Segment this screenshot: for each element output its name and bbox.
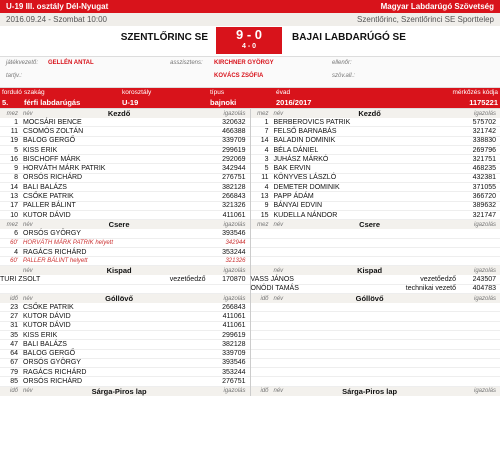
- lineups: [0, 109, 500, 396]
- player-row[interactable]: [251, 118, 500, 127]
- col-header-number: idő: [260, 388, 269, 395]
- col-header-name: név: [273, 295, 284, 302]
- player-number: 13: [10, 193, 18, 201]
- federation-delegate-label: szöv.all.:: [332, 73, 355, 79]
- player-license: 382128: [222, 340, 246, 348]
- player-row[interactable]: [0, 137, 250, 146]
- player-row[interactable]: [0, 312, 250, 321]
- player-name: PALLER BÁLINT: [23, 202, 76, 210]
- player-row[interactable]: [0, 202, 250, 211]
- player-license: 389632: [472, 202, 496, 210]
- player-number: 9: [14, 165, 18, 173]
- section-header: [251, 294, 500, 303]
- col-header-license: igazolás: [223, 110, 246, 117]
- col-header-name: név: [273, 221, 284, 228]
- empty-row: [251, 239, 500, 248]
- col-header-number: mez: [6, 110, 18, 117]
- teams-row: [0, 26, 500, 57]
- player-license: 432381: [472, 174, 496, 182]
- player-license: 292069: [222, 155, 246, 163]
- competition-name: U-19 III. osztály Dél-Nyugat: [6, 2, 109, 11]
- player-number: 11: [261, 174, 269, 182]
- player-row[interactable]: [0, 368, 250, 377]
- section-title: Kispad: [357, 266, 383, 276]
- sub-replaced: HORVÁTH MÁRK PATRIK helyett: [23, 239, 114, 246]
- player-number: 47: [10, 340, 18, 348]
- empty-row: [251, 359, 500, 368]
- player-row[interactable]: [0, 211, 250, 220]
- empty-row: [251, 312, 500, 321]
- player-license: 299619: [222, 146, 246, 154]
- player-name: KISS ERIK: [23, 331, 58, 339]
- player-name: BALOG GERGŐ: [23, 137, 76, 145]
- col-header-license: igazolás: [473, 267, 496, 274]
- final-score: 9 - 0: [235, 27, 262, 42]
- player-number: 10: [10, 211, 18, 219]
- player-row[interactable]: [251, 174, 500, 183]
- player-row[interactable]: [251, 137, 500, 146]
- col-header-name: név: [273, 388, 284, 395]
- col-header-number: mez: [257, 221, 269, 228]
- player-row[interactable]: [251, 146, 500, 155]
- section-header: [251, 109, 500, 118]
- federation-name: Magyar Labdarúgó Szövetség: [380, 2, 494, 11]
- col-header-name: név: [273, 267, 284, 274]
- player-license: 411061: [222, 312, 246, 320]
- substitution-note: [0, 257, 250, 266]
- player-name: CSŐKE PATRIK: [23, 303, 74, 311]
- bench-row: [251, 275, 500, 284]
- section-header: [251, 387, 500, 396]
- empty-row: [251, 229, 500, 238]
- player-number: 6: [14, 229, 18, 237]
- field-header: szakág: [22, 88, 120, 98]
- col-header-license: igazolás: [223, 221, 246, 228]
- player-number: 27: [10, 312, 18, 320]
- player-name: CSOMÓS ZOLTÁN: [23, 127, 84, 135]
- home-column: [0, 109, 251, 396]
- referee-label: játékvezető:: [6, 60, 39, 66]
- player-row[interactable]: [251, 211, 500, 220]
- away-column: [251, 109, 500, 396]
- bench-row: [251, 285, 500, 294]
- player-name: HORVÁTH MÁRK PATRIK: [23, 165, 106, 173]
- player-row[interactable]: [251, 155, 500, 164]
- player-name: ORSÓS GYÖRGY: [23, 359, 81, 367]
- player-license: 338830: [472, 137, 496, 145]
- player-row[interactable]: [0, 377, 250, 386]
- col-header-license: igazolás: [473, 110, 496, 117]
- score-box: [216, 27, 282, 54]
- checker-label: ellenőr:: [332, 60, 352, 66]
- player-row[interactable]: [0, 183, 250, 192]
- bench-role: vezetőedző: [420, 276, 456, 284]
- player-name: FELSŐ BARNABÁS: [273, 127, 337, 135]
- section-header: [0, 294, 250, 303]
- empty-row: [251, 248, 500, 257]
- player-number: 23: [10, 303, 18, 311]
- sub-minute: 60': [10, 239, 18, 246]
- empty-row: [251, 340, 500, 349]
- col-header-number: mez: [257, 110, 269, 117]
- player-row[interactable]: [0, 192, 250, 201]
- player-row[interactable]: [251, 127, 500, 136]
- player-name: BALADIN DOMINIK: [273, 137, 336, 145]
- player-license: 321326: [222, 202, 246, 210]
- section-title: Csere: [108, 220, 130, 230]
- player-license: 411061: [222, 322, 246, 330]
- player-license: 269796: [472, 146, 496, 154]
- player-license: 276751: [222, 378, 246, 386]
- player-row[interactable]: [251, 202, 500, 211]
- player-number: 8: [14, 174, 18, 182]
- empty-row: [251, 368, 500, 377]
- referee-name: GELLÉN ANTAL: [48, 60, 94, 66]
- type-header: típus: [208, 88, 274, 98]
- player-row[interactable]: [0, 229, 250, 238]
- player-license: 393546: [222, 229, 246, 237]
- player-number: 11: [10, 127, 18, 135]
- player-name: KÖNYVES LÁSZLÓ: [273, 174, 337, 182]
- bench-license: 170870: [222, 276, 246, 284]
- player-row[interactable]: [0, 146, 250, 155]
- col-header-name: név: [23, 221, 33, 228]
- match-venue: Szentlőrinc, Szentlőrinci SE Sporttelep: [357, 15, 494, 24]
- player-row[interactable]: [251, 183, 500, 192]
- player-name: BAK ERVIN: [273, 165, 311, 173]
- player-row[interactable]: [0, 331, 250, 340]
- col-header-name: név: [273, 110, 284, 117]
- code-value: 1175221: [380, 98, 500, 108]
- section-header: [0, 109, 250, 118]
- player-name: BALI BALÁZS: [23, 183, 67, 191]
- bench-license: 243507: [472, 276, 496, 284]
- age-header: korosztály: [120, 88, 208, 98]
- section-title: Góllövő: [105, 294, 134, 304]
- player-number: 13: [260, 193, 269, 201]
- date-venue-bar: [0, 13, 500, 26]
- player-row[interactable]: [0, 118, 250, 127]
- player-row[interactable]: [0, 174, 250, 183]
- player-number: 67: [10, 359, 18, 367]
- player-license: 266843: [222, 303, 246, 311]
- type-value: bajnoki: [208, 98, 274, 108]
- player-number: 14: [260, 137, 269, 145]
- halftime-score: 4 - 0: [241, 43, 256, 50]
- player-number: 64: [10, 350, 18, 358]
- bench-name: VASS JÁNOS: [250, 276, 294, 284]
- player-name: RAGÁCS RICHÁRD: [23, 248, 87, 256]
- player-number: 9: [264, 202, 269, 210]
- player-number: 79: [10, 368, 18, 376]
- match-info: [0, 88, 500, 109]
- empty-row: [251, 303, 500, 312]
- season-value: 2016/2017: [274, 98, 380, 108]
- field-value: férfi labdarúgás: [22, 98, 120, 108]
- player-license: 468235: [472, 165, 496, 173]
- col-header-number: idő: [9, 295, 18, 302]
- section-title: Kispad: [106, 266, 132, 276]
- player-name: PAPP ÁDÁM: [273, 193, 314, 201]
- player-name: KISS ERIK: [23, 146, 58, 154]
- player-name: CSŐKE PATRIK: [23, 193, 74, 201]
- player-number: 17: [10, 202, 18, 210]
- player-number: 1: [14, 118, 18, 126]
- player-name: BÁNYAI EDVIN: [273, 202, 322, 210]
- section-header: [251, 220, 500, 229]
- player-license: 382128: [222, 183, 246, 191]
- player-number: 5: [264, 165, 269, 173]
- player-number: 3: [264, 155, 269, 163]
- player-row[interactable]: [0, 127, 250, 136]
- section-header: [0, 266, 250, 275]
- away-team: BAJAI LABDARÚGÓ SE: [292, 32, 406, 43]
- player-name: MOCSÁRI BENCE: [23, 118, 82, 126]
- col-header-license: igazolás: [473, 295, 496, 302]
- bench-name: ONÓDI TAMÁS: [250, 285, 299, 293]
- age-value: U-19: [120, 98, 208, 108]
- player-row[interactable]: [0, 164, 250, 173]
- player-row[interactable]: [0, 248, 250, 257]
- player-name: KUDELLA NÁNDOR: [273, 211, 338, 219]
- player-license: 276751: [222, 174, 246, 182]
- section-header: [251, 266, 500, 275]
- bench-license: 404783: [472, 285, 496, 293]
- player-number: 5: [14, 146, 18, 154]
- player-number: 14: [10, 183, 18, 191]
- match-date: 2016.09.24 - Szombat 10:00: [6, 15, 107, 24]
- col-header-license: igazolás: [473, 388, 496, 395]
- substitution-note: [0, 239, 250, 248]
- player-license: 466388: [222, 127, 246, 135]
- col-header-name: név: [23, 110, 33, 117]
- player-name: KUTOR DÁVID: [23, 322, 71, 330]
- section-title: Kezdő: [358, 109, 381, 118]
- player-license: 353244: [222, 248, 246, 256]
- player-license: 321742: [472, 127, 496, 135]
- player-name: DEMETER DOMINIK: [273, 183, 340, 191]
- bench-role: technikai vezető: [405, 285, 456, 293]
- bench-name: TURI ZSOLT: [0, 276, 41, 284]
- sub-replaced-license: 321326: [225, 258, 246, 265]
- player-row[interactable]: [0, 303, 250, 312]
- player-row[interactable]: [0, 359, 250, 368]
- col-header-name: név: [23, 267, 33, 274]
- player-number: 4: [14, 248, 18, 256]
- assistant-2: KOVÁCS ZSÓFIA: [214, 73, 264, 79]
- section-title: Góllövő: [355, 294, 384, 304]
- empty-row: [251, 331, 500, 340]
- player-name: KUTOR DÁVID: [23, 312, 71, 320]
- col-header-name: név: [23, 295, 33, 302]
- player-number: 31: [10, 322, 18, 330]
- player-name: RAGÁCS RICHÁRD: [23, 368, 87, 376]
- player-license: 366720: [472, 193, 496, 201]
- player-name: ORSÓS RICHÁRD: [23, 378, 83, 386]
- sub-replaced: PALLER BÁLINT helyett: [23, 258, 88, 265]
- player-license: 339709: [222, 137, 246, 145]
- empty-row: [0, 285, 250, 294]
- player-number: 19: [10, 137, 18, 145]
- empty-row: [251, 257, 500, 266]
- sub-minute: 60': [10, 258, 18, 265]
- empty-row: [251, 322, 500, 331]
- section-title: Kezdő: [107, 109, 131, 118]
- col-header-license: igazolás: [223, 267, 246, 274]
- player-name: ORSÓS GYÖRGY: [23, 229, 81, 237]
- empty-row: [251, 350, 500, 359]
- player-number: 15: [260, 211, 269, 219]
- player-license: 393546: [222, 359, 246, 367]
- empty-row: [251, 377, 500, 386]
- player-name: BALI BALÁZS: [23, 340, 67, 348]
- player-license: 339709: [222, 350, 246, 358]
- col-header-license: igazolás: [223, 388, 246, 395]
- player-license: 371055: [472, 183, 496, 191]
- competition-bar: [0, 0, 500, 13]
- player-name: ORSÓS RICHÁRD: [23, 174, 83, 182]
- section-header: [0, 220, 250, 229]
- player-row[interactable]: [251, 164, 500, 173]
- player-row[interactable]: [0, 350, 250, 359]
- player-row[interactable]: [0, 322, 250, 331]
- player-license: 411061: [222, 211, 246, 219]
- home-team: SZENTLŐRINC SE: [120, 32, 208, 43]
- section-title: Sárga-Piros lap: [342, 386, 398, 396]
- sub-replaced-license: 342944: [225, 239, 246, 246]
- player-license: 353244: [222, 368, 246, 376]
- player-license: 575702: [472, 118, 496, 126]
- section-title: Csere: [359, 220, 381, 230]
- player-name: JUHÁSZ MÁRKÓ: [273, 155, 329, 163]
- player-number: 4: [264, 183, 269, 191]
- player-name: BÉLA DÁNIEL: [273, 146, 319, 154]
- player-row[interactable]: [0, 340, 250, 349]
- player-number: 16: [10, 155, 18, 163]
- code-header: mérkőzés kódja: [380, 88, 500, 98]
- player-number: 1: [264, 118, 269, 126]
- player-number: 4: [264, 146, 269, 154]
- player-license: 320632: [222, 118, 246, 126]
- player-number: 7: [264, 127, 269, 135]
- player-name: BERBEROVICS PATRIK: [273, 118, 351, 126]
- player-number: 35: [10, 331, 18, 339]
- col-header-number: idő: [260, 295, 269, 302]
- col-header-license: igazolás: [223, 295, 246, 302]
- player-name: BISCHOFF MÁRK: [23, 155, 81, 163]
- player-name: KUTOR DÁVID: [23, 211, 71, 219]
- assistant-label: asszisztens:: [170, 60, 203, 66]
- bench-row: [0, 275, 250, 284]
- assistant-1: KIRCHNER GYÖRGY: [214, 60, 274, 66]
- round-value: 5.: [0, 98, 22, 108]
- round-header: forduló: [2, 89, 22, 96]
- delegate-label: tartjv.:: [6, 73, 22, 79]
- player-name: BALOG GERGŐ: [23, 350, 76, 358]
- section-header: [0, 387, 250, 396]
- officials-panel: [0, 57, 500, 88]
- bench-role: vezetőedző: [169, 276, 206, 284]
- player-row[interactable]: [0, 155, 250, 164]
- col-header-license: igazolás: [473, 221, 496, 228]
- col-header-number: mez: [6, 221, 18, 228]
- player-row[interactable]: [251, 192, 500, 201]
- player-license: 321751: [472, 155, 496, 163]
- player-license: 299619: [222, 331, 246, 339]
- section-title: Sárga-Piros lap: [91, 386, 147, 396]
- season-header: évad: [274, 88, 380, 98]
- player-number: 85: [10, 378, 18, 386]
- col-header-number: idő: [9, 388, 18, 395]
- col-header-name: név: [23, 388, 33, 395]
- player-license: 342944: [222, 165, 246, 173]
- player-license: 266843: [222, 193, 246, 201]
- player-license: 321747: [472, 211, 496, 219]
